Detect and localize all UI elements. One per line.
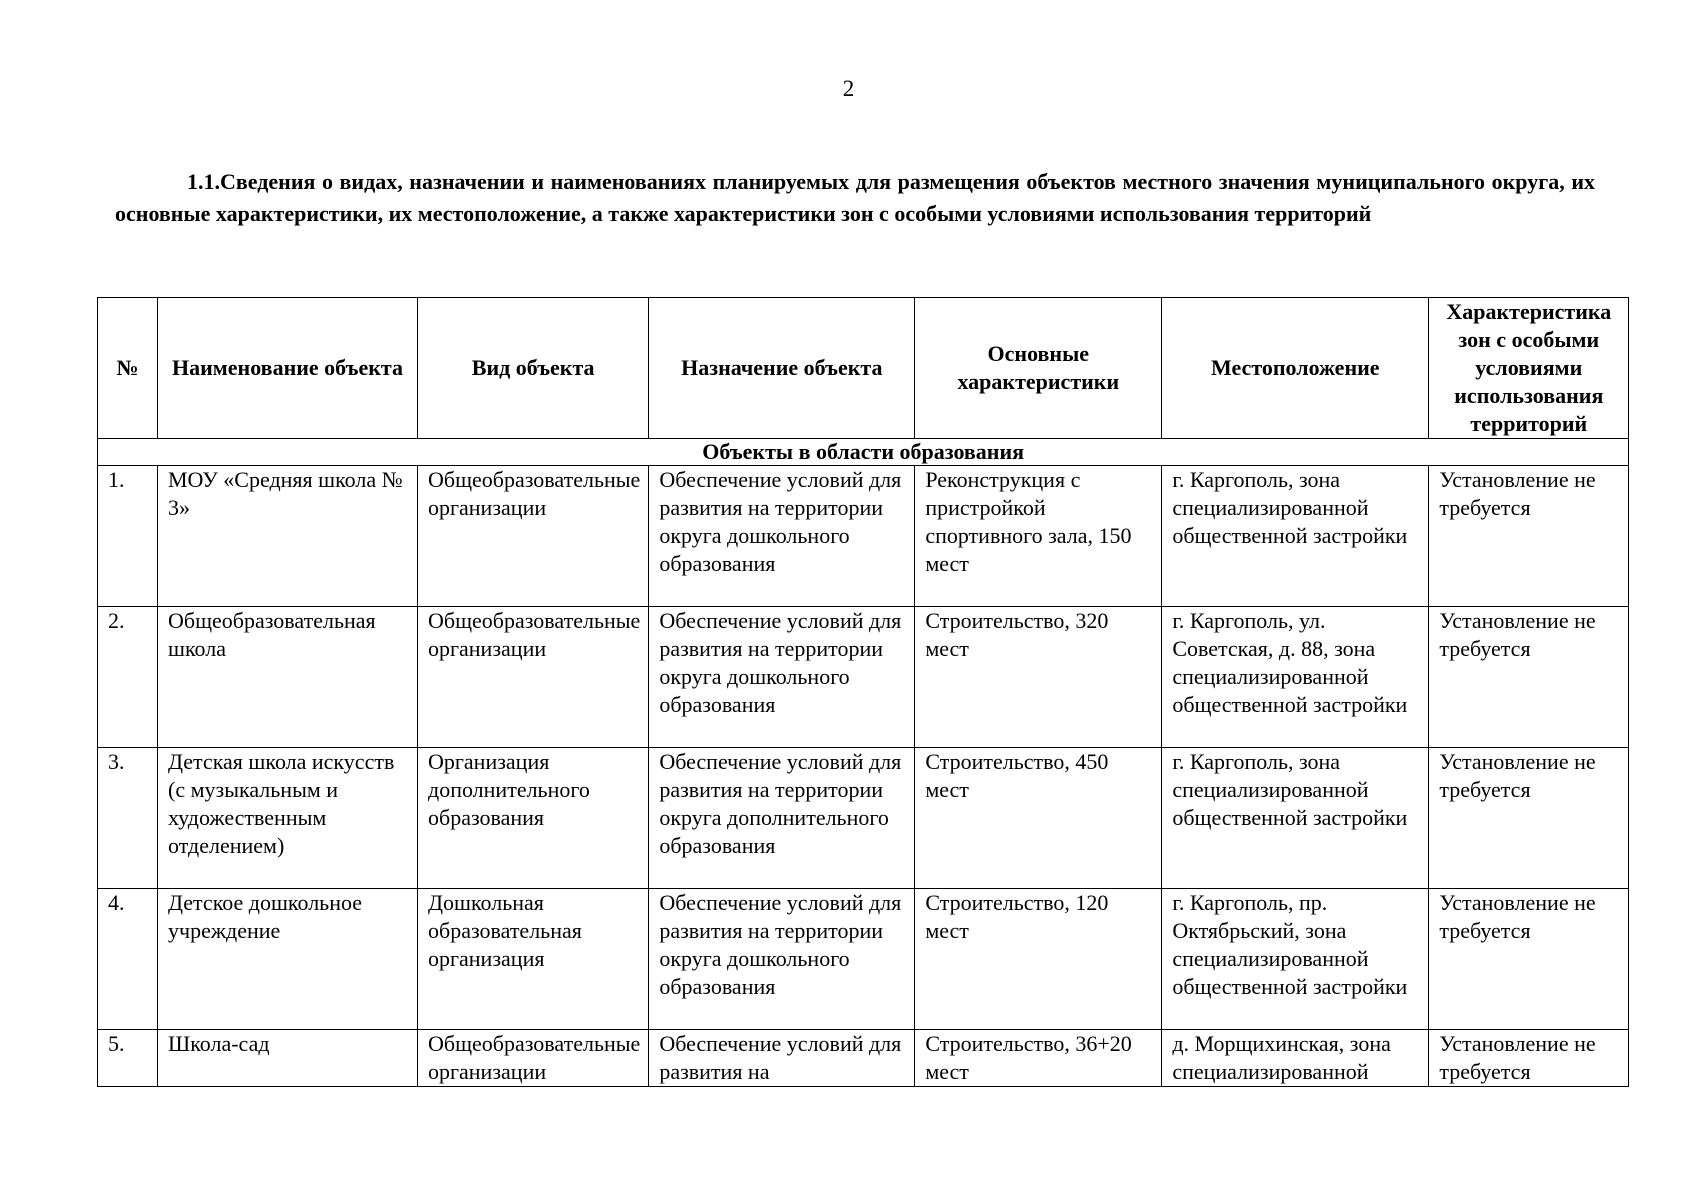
heading-text: Сведения о видах, назначении и наименованиях планируемых для размещения объектов местного значения муниципального округа, их основные характеристики, их местоположение, а также характеристики зон с особыми условиями использования территорий [115, 169, 1595, 226]
cell-object-name: МОУ «Средняя школа № 3» [158, 466, 418, 607]
cell-number: 5. [98, 1030, 158, 1087]
page-number: 2 [842, 76, 855, 101]
cell-number: 3. [98, 748, 158, 889]
header-object-name: Наименование объекта [158, 298, 418, 439]
cell-object-name: Школа-сад [158, 1030, 418, 1087]
cell-main-characteristics: Строительство, 120 мест [915, 889, 1162, 1030]
cell-special-zones: Установление не требуется [1429, 607, 1629, 748]
cell-special-zones: Установление не требуется [1429, 889, 1629, 1030]
section-row [98, 439, 1629, 466]
planned-objects-table [97, 297, 1629, 1087]
cell-main-characteristics: Реконструкция с пристройкой спортивного зала, 150 мест [915, 466, 1162, 607]
cell-object-type: Организация дополнительного образования [418, 748, 649, 889]
cell-object-type: Общеобразовательные организации [418, 607, 649, 748]
header-number: № [98, 298, 158, 439]
cell-number: 2. [98, 607, 158, 748]
cell-location: д. Морщихинская, зона специализированной [1162, 1030, 1429, 1087]
cell-object-type: Общеобразовательные организации [418, 466, 649, 607]
header-object-purpose: Назначение объекта [649, 298, 915, 439]
header-location: Местоположение [1162, 298, 1429, 439]
cell-object-name: Детское дошкольное учреждение [158, 889, 418, 1030]
cell-object-type: Общеобразовательные организации [418, 1030, 649, 1087]
cell-location: г. Каргополь, зона специализированной общественной застройки [1162, 466, 1429, 607]
cell-object-name: Общеобразовательная школа [158, 607, 418, 748]
section-heading [115, 166, 1595, 230]
cell-object-purpose: Обеспечение условий для развития на территории округа дошкольного образования [649, 466, 915, 607]
table-row [98, 466, 1629, 607]
table-header-row [98, 298, 1629, 439]
header-special-zones: Характеристика зон с особыми условиями использования территорий [1429, 298, 1629, 439]
table-row [98, 1030, 1629, 1087]
cell-object-purpose: Обеспечение условий для развития на территории округа дошкольного образования [649, 607, 915, 748]
cell-main-characteristics: Строительство, 36+20 мест [915, 1030, 1162, 1087]
cell-main-characteristics: Строительство, 320 мест [915, 607, 1162, 748]
section-title: Объекты в области образования [98, 439, 1629, 466]
heading-number: 1.1. [187, 169, 220, 194]
cell-object-purpose: Обеспечение условий для развития на территории округа дополнительного образования [649, 748, 915, 889]
table-row [98, 748, 1629, 889]
cell-location: г. Каргополь, ул. Советская, д. 88, зона специализированной общественной застройки [1162, 607, 1429, 748]
cell-number: 4. [98, 889, 158, 1030]
cell-object-name: Детская школа искусств (с музыкальным и художественным отделением) [158, 748, 418, 889]
header-main-characteristics: Основные характеристики [915, 298, 1162, 439]
cell-number: 1. [98, 466, 158, 607]
cell-object-purpose: Обеспечение условий для развития на [649, 1030, 915, 1087]
table-row [98, 889, 1629, 1030]
cell-object-purpose: Обеспечение условий для развития на территории округа дошкольного образования [649, 889, 915, 1030]
cell-special-zones: Установление не требуется [1429, 748, 1629, 889]
cell-location: г. Каргополь, пр. Октябрьский, зона специализированной общественной застройки [1162, 889, 1429, 1030]
cell-location: г. Каргополь, зона специализированной общественной застройки [1162, 748, 1429, 889]
header-object-type: Вид объекта [418, 298, 649, 439]
table-row [98, 607, 1629, 748]
cell-main-characteristics: Строительство, 450 мест [915, 748, 1162, 889]
cell-object-type: Дошкольная образовательная организация [418, 889, 649, 1030]
cell-special-zones: Установление не требуется [1429, 1030, 1629, 1087]
cell-special-zones: Установление не требуется [1429, 466, 1629, 607]
